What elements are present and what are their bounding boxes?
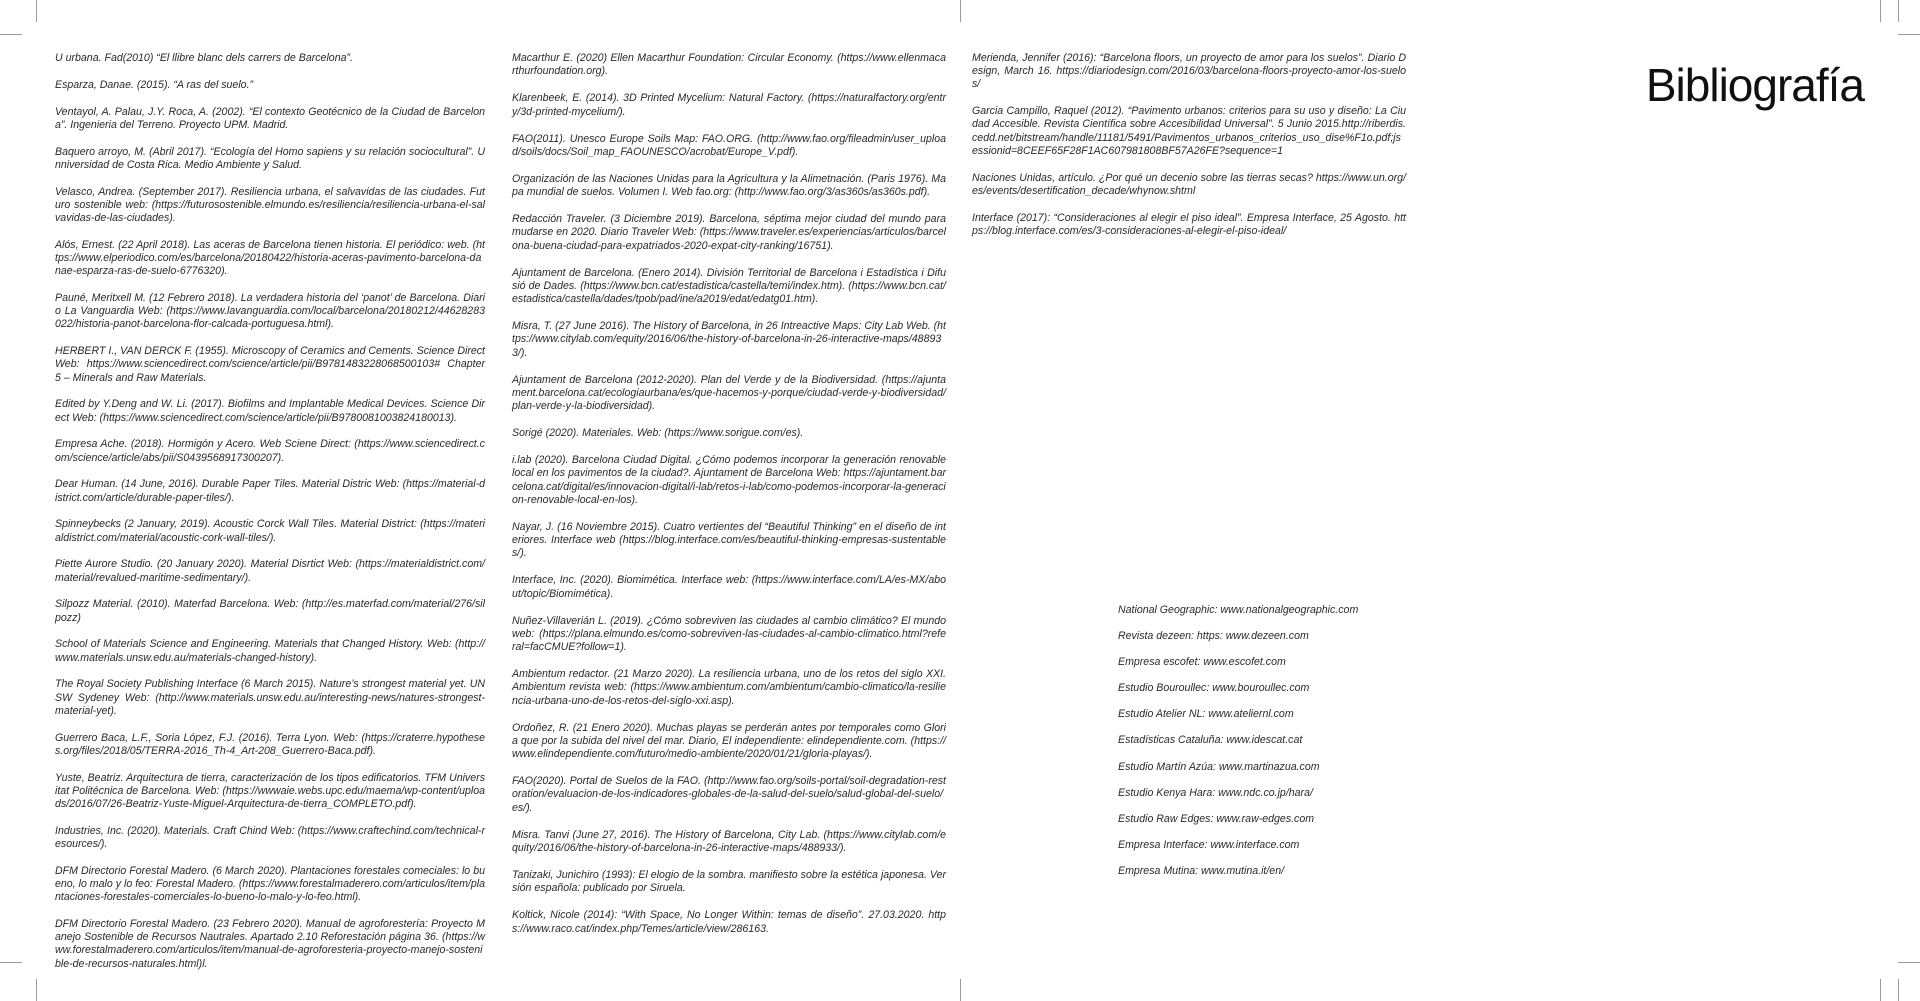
bibliography-entry: Ambientum redactor. (21 Marzo 2020). La resiliencia urbana, uno de los retos del siglo XXI. Ambientum revista web: (https://www.ambientum.com/ambientum/cambio-climatico/la-resiliencia-urbana-uno-de-los-retos-del-siglo-xxi.asp).	[512, 668, 946, 707]
bibliography-entry: Ajuntament de Barcelona. (Enero 2014). División Territorial de Barcelona i Estadística i Difusió de Dades. (https://www.bcn.cat/estadistica/castella/temi/index.htm). (https://www.bcn.cat/estadistica/castella/dades/tpob/pad/ine/a2019/edat/edatg01.htm).	[512, 266, 946, 306]
crop-mark	[0, 34, 22, 35]
bibliography-entry: Edited by Y.Deng and W. Li. (2017). Biofilms and Implantable Medical Devices. Science Direct Web: (https://www.sciencedirect.com/science/article/pii/B9780081003824180013).	[55, 398, 485, 424]
web-reference: Estudio Atelier NL: www.ateliernl.com	[1118, 708, 1294, 721]
bibliography-entry: FAO(2020). Portal de Suelos de la FAO. (http://www.fao.org/soils-portal/soil-degradation-restoration/evaluacion-de-los-indicadores-globales-de-la-salud-del-suelo/salud-global-del-suelo/es/).	[512, 775, 946, 814]
bibliography-entry: Ordoñez, R. (21 Enero 2020). Muchas playas se perderán antes por temporales como Gloria que por la subida del nivel del mar. Diario, El independiente: elindependiente.com. (https://www.elindependiente.com/futuro/medio-ambiente/2020/01/21/gloria-playas/).	[512, 721, 946, 761]
crop-mark	[1880, 0, 1881, 22]
web-reference: Estadísticas Cataluña: www.idescat.cat	[1118, 734, 1303, 747]
bibliography-entry: Misra, T. (27 June 2016). The History of Barcelona, in 26 Intreactive Maps: City Lab Web. (https://www.citylab.com/equity/2016/06/the-history-of-barcelona-in-26-interactive-maps/488933/).	[512, 320, 946, 359]
page-title: Bibliografía	[1645, 59, 1864, 111]
bibliography-entry: i.lab (2020). Barcelona Ciudad Digital. ¿Cómo podemos incorporar la generación renovable local en los pavimentos de la ciudad?. Ajuntament de Barcelona Web: https://ajuntament.barcelona.cat/digital/es/innovacion-digital/i-lab/retos-i-lab/como-podemos-incorporar-la-generacion-renovable-local-en-los).	[512, 454, 946, 506]
bibliography-column-1	[55, 52, 485, 984]
web-reference: Empresa Mutina: www.mutina.it/en/	[1118, 864, 1285, 877]
bibliography-column-2	[512, 52, 946, 950]
bibliography-entry: Guerrero Baca, L.F., Soria López, F.J. (2016). Terra Lyon. Web: (https://craterre.hypotheses.org/files/2018/05/TERRA-2016_Th-4_Art-208_Guerrero-Baca.pdf).	[55, 731, 485, 757]
bibliography-entry: Pauné, Meritxell M. (12 Febrero 2018). La verdadera historia del ‘panot’ de Barcelona. Diario La Vanguardia Web: (https://www.lavanguardia.com/local/barcelona/20180212/44628283022/historia-panot-barcelona-flor-calcada-portuguesa.html).	[55, 292, 485, 331]
bibliography-entry: Silpozz Material. (2010). Materfad Barcelona. Web: (http://es.materfad.com/material/276/silpozz)	[55, 598, 485, 624]
bibliography-entry: Naciones Unidas, artículo. ¿Por qué un decenio sobre las tierras secas? https://www.un.org/es/events/desertification_decade/whynow.shtml	[972, 171, 1406, 197]
web-reference: National Geographic: www.nationalgeographic.com	[1118, 604, 1359, 616]
bibliography-column-3	[972, 52, 1406, 252]
bibliography-entry: Yuste, Beatriz. Arquitectura de tierra, caracterización de los tipos edificatorios. TFM Universitat Politécnica de Barcelona. Web: (https://wwwaie.webs.upc.edu/maema/wp-content/uploads/2016/07/26-Beatriz-Yuste-Miguel-Arquitectura-de-tierra_COMPLETO.pdf).	[55, 771, 485, 811]
bibliography-entry: Alós, Ernest. (22 April 2018). Las aceras de Barcelona tienen historia. El periódico: web. (https://www.elperiodico.com/es/barcelona/20180422/historia-aceras-pavimento-barcelona-danae-esparza-ras-de-suelo-6776320).	[55, 238, 485, 278]
bibliography-entry: Piette Aurore Studio. (20 January 2020). Material Disrtict Web: (https://materialdistrict.com/material/revalued-maritime-sedimentary/).	[55, 558, 485, 584]
bibliography-entry: Interface, Inc. (2020). Biomimética. Interface web: (https://www.interface.com/LA/es-MX/about/topic/Biomimética).	[512, 574, 946, 600]
bibliography-entry: School of Materials Science and Engineering. Materials that Changed History. Web: (http://www.materials.unsw.edu.au/materials-changed-history).	[55, 638, 485, 664]
crop-mark	[1880, 979, 1881, 1001]
bibliography-entry: Nuñez-Villaverián L. (2019). ¿Cómo sobreviven las ciudades al cambio climático? El mundo web: (https://plana.elmundo.es/como-sobreviven-las-ciudades-al-cambio-climatico.html?referal=facCMUE?follow=1).	[512, 614, 946, 654]
bibliography-entry: Koltick, Nicole (2014): “With Space, No Longer Within: temas de diseño”. 27.03.2020. https://www.raco.cat/index.php/Temes/article/view/286163.	[512, 909, 946, 935]
bibliography-entry: Redacción Traveler. (3 Diciembre 2019). Barcelona, séptima mejor ciudad del mundo para mudarse en 2020. Diario Traveler Web: (https://www.traveler.es/experiencias/articulos/barcelona-buena-ciudad-para-expatriados-2020-expat-city-ranking/16751).	[512, 213, 946, 252]
bibliography-entry: Industries, Inc. (2020). Materials. Craft Chind Web: (https://www.craftechind.com/technical-resources/).	[55, 824, 485, 851]
crop-mark	[36, 979, 37, 1001]
bibliography-entry: FAO(2011). Unesco Europe Soils Map: FAO.ORG. (http://www.fao.org/fileadmin/user_upload/soils/docs/Soil_map_FAOUNESCO/acrobat/Europe_V.pdf).	[512, 132, 946, 158]
bibliography-entry: Nayar, J. (16 Noviembre 2015). Cuatro vertientes del “Beautiful Thinking” en el diseño de interiores. Interface web (https://blog.interface.com/es/beautiful-thinking-empresas-sustentables/).	[512, 520, 946, 560]
bibliography-entry: Spinneybecks (2 January, 2019). Acoustic Corck Wall Tiles. Material District: (https://materialdistrict.com/material/acoustic-cork-wall-tiles/).	[55, 518, 485, 544]
bibliography-entry: Misra. Tanvi (June 27, 2016). The History of Barcelona, City Lab. (https://www.citylab.com/equity/2016/06/the-history-of-barcelona-in-26-interactive-maps/488933/).	[512, 828, 946, 854]
bibliography-entry: DFM Directorio Forestal Madero. (6 March 2020). Plantaciones forestales comeciales: lo bueno, lo malo y lo feo: Forestal Madero. (https://www.forestalmaderero.com/articulos/item/plantaciones-forestales-comerciales-lo-bueno-lo-malo-y-lo-feo.html).	[55, 864, 485, 904]
bibliography-entry: DFM Directorio Forestal Madero. (23 Febrero 2020). Manual de agroforestería: Proyecto Manejo Sostenible de Recursos Nautrales. Apartado 2.10 Reforestación página 36. (https://www.forestalmaderero.com/articulos/item/manual-de-agroforesteria-proyecto-manejo-sostenible-de-recursos-naturales.html)l.	[55, 918, 485, 970]
bibliography-entry: Macarthur E. (2020) Ellen Macarthur Foundation: Circular Economy. (https://www.ellenmacarthurfoundation.org).	[512, 52, 946, 78]
bibliography-entry: Garcia Campillo, Raquel (2012). “Pavimento urbanos: criterios para su uso y diseño: La Ciudad Accesible. Revista Científica sobre Accesibilidad Universal”. 5 Junio 2015.http://riberdis.cedd.net/bitstream/handle/11181/5491/Pavimentos_urbanos_criterios_uso_dise%F1o.pdf;jsessionid=8CEEF65F28F1AC607981808BF57A26FE?sequence=1	[972, 105, 1406, 157]
bibliography-entry: Organización de las Naciones Unidas para la Agricultura y la Alimetnación. (Paris 1976). Mapa mundial de suelos. Volumen I. Web fao.org: (http://www.fao.org/3/as360s/as360s.pdf).	[512, 172, 946, 199]
bibliography-entry: Klarenbeek, E. (2014). 3D Printed Mycelium: Natural Factory. (https://naturalfactory.org/entry/3d-printed-mycelium/).	[512, 92, 946, 118]
bibliography-entry: Empresa Ache. (2018). Hormigón y Acero. Web Sciene Direct: (https://www.sciencedirect.com/science/article/abs/pii/S0439568917300207).	[55, 438, 485, 464]
bibliography-entry: Sorigé (2020). Materiales. Web: (https://www.sorigue.com/es).	[512, 427, 804, 440]
crop-mark	[0, 962, 22, 963]
web-reference: Estudio Kenya Hara: www.ndc.co.jp/hara/	[1118, 786, 1313, 799]
crop-mark	[1898, 979, 1899, 1001]
crop-mark	[36, 0, 37, 22]
bibliography-entry: Ventayol, A. Palau, J.Y. Roca, A. (2002). “El contexto Geotécnico de la Ciudad de Barcelona”. Ingenieria del Terreno. Proyecto UPM. Madrid.	[55, 105, 485, 131]
bibliography-entry: Ajuntament de Barcelona (2012-2020). Plan del Verde y de la Biodiversidad. (https://ajuntament.barcelona.cat/ecologiaurbana/es/que-hacemos-y-porque/ciudad-verde-y-biodiversidad/plan-verde-y-la-biodiversidad).	[512, 373, 947, 413]
bibliography-entry: HERBERT I., VAN DERCK F. (1955). Microscopy of Ceramics and Cements. Science Direct Web: https://www.sciencedirect.com/science/article/pii/B9781483228068500103# Chapter 5 – Minerals and Raw Materials.	[55, 345, 485, 384]
bibliography-entry: Baquero arroyo, M. (Abril 2017). “Ecología del Homo sapiens y su relación sociocultural”. Unniversidad de Costa Rica. Medio Ambiente y Salud.	[55, 145, 485, 171]
web-reference: Empresa Interface: www.interface.com	[1118, 838, 1300, 851]
bibliography-entry: The Royal Society Publishing Interface (6 March 2015). Nature’s strongest material yet. UNSW Sydeney Web: (http://www.materials.unsw.edu.au/interesting-news/natures-strongest-material-yet).	[55, 678, 485, 717]
crop-mark	[1898, 0, 1899, 22]
web-reference: Estudio Bouroullec: www.bouroullec.com	[1118, 682, 1310, 695]
web-reference: Estudio Raw Edges: www.raw-edges.com	[1118, 812, 1315, 825]
bibliography-entry: Esparza, Danae. (2015). “A ras del suelo.”	[55, 78, 254, 91]
crop-mark	[1898, 34, 1920, 35]
bibliography-entry: Dear Human. (14 June, 2016). Durable Paper Tiles. Material Distric Web: (https://material-district.com/article/durable-paper-tiles/).	[55, 478, 485, 504]
web-reference: Revista dezeen: https: www.dezeen.com	[1118, 630, 1309, 643]
crop-mark	[1898, 962, 1920, 963]
bibliography-entry: Merienda, Jennifer (2016): “Barcelona floors, un proyecto de amor para los suelos”. Diario Design, March 16. https://diariodesign.com/2016/03/barcelona-floors-proyecto-amor-los-suelos/	[972, 52, 1406, 91]
bibliography-entry: Velasco, Andrea. (September 2017). Resiliencia urbana, el salvavidas de las ciudades. Futuro sostenible web: (https://futurosostenible.elmundo.es/resiliencia/resiliencia-urbana-el-salvavidas-de-las-ciudades).	[55, 185, 485, 224]
bibliography-entry: Interface (2017): “Consideraciones al elegir el piso ideal”. Empresa Interface, 25 Agosto. https://blog.interface.com/es/3-consideraciones-al-elegir-el-piso-ideal/	[972, 211, 1406, 237]
crop-mark	[960, 0, 961, 22]
web-references-list	[1118, 604, 1418, 891]
web-reference: Estudio Martín Azúa: www.martinazua.com	[1118, 760, 1320, 773]
crop-mark	[960, 979, 961, 1001]
bibliography-entry: Tanizaki, Junichiro (1993): El elogio de la sombra. manifiesto sobre la estética japonesa. Versión española: publicado por Siruela.	[512, 869, 946, 895]
bibliography-entry: U urbana. Fad(2010) “El llibre blanc dels carrers de Barcelona”.	[55, 52, 353, 64]
web-reference: Empresa escofet: www.escofet.com	[1118, 656, 1286, 669]
